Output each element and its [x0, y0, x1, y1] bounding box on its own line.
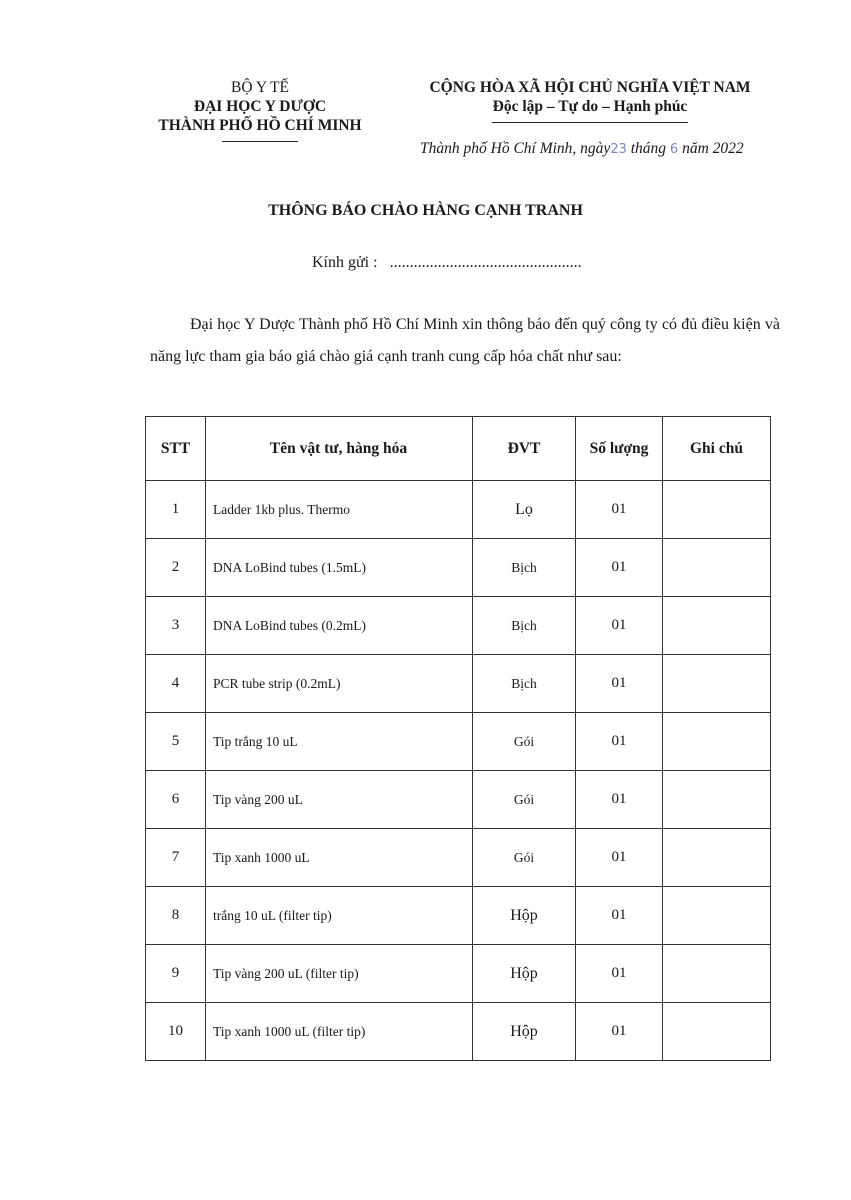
- items-table: [145, 416, 771, 1061]
- row-unit: Bịch: [473, 655, 576, 713]
- row-unit: Bịch: [473, 597, 576, 655]
- body-paragraph: Đại học Y Dược Thành phố Hồ Chí Minh xin thông báo đến quý công ty có đủ điều kiện và năng lực tham gia báo giá chào giá cạnh tranh cung cấp hóa chất như sau:: [150, 316, 780, 365]
- handwritten-month: 6: [669, 142, 679, 157]
- row-note: [663, 887, 771, 945]
- table-row: [146, 829, 771, 887]
- table-row: [146, 1003, 771, 1061]
- row-item-name: trắng 10 uL (filter tip): [206, 887, 473, 945]
- header-quantity: Số lượng: [576, 417, 663, 481]
- row-quantity: 01: [576, 597, 663, 655]
- ministry-name: BỘ Y TẾ: [231, 79, 289, 96]
- issuer-underline: [222, 141, 298, 142]
- country-name: CỘNG HÒA XÃ HỘI CHỦ NGHĨA VIỆT NAM: [429, 79, 751, 96]
- row-unit: Gói: [473, 829, 576, 887]
- row-note: [663, 1003, 771, 1061]
- row-stt: 2: [146, 539, 206, 597]
- place-date-line: [420, 140, 800, 158]
- recipient-blank: ................................................: [389, 254, 582, 271]
- recipient-line: [312, 254, 582, 272]
- place-date-prefix: Thành phố Hồ Chí Minh, ngày: [420, 140, 611, 157]
- row-item-name: Tip xanh 1000 uL: [206, 829, 473, 887]
- table-row: [146, 655, 771, 713]
- row-item-name: Tip xanh 1000 uL (filter tip): [206, 1003, 473, 1061]
- row-unit: Hộp: [473, 945, 576, 1003]
- row-quantity: 01: [576, 1003, 663, 1061]
- row-quantity: 01: [576, 655, 663, 713]
- row-quantity: 01: [576, 945, 663, 1003]
- motto-underline: [492, 122, 688, 123]
- row-note: [663, 481, 771, 539]
- issuer-header: [140, 78, 380, 142]
- row-stt: 6: [146, 771, 206, 829]
- row-unit: Gói: [473, 771, 576, 829]
- national-header: [398, 78, 782, 123]
- recipient-label: Kính gửi :: [312, 254, 378, 271]
- header-item-name: Tên vật tư, hàng hóa: [206, 417, 473, 481]
- table-row: [146, 539, 771, 597]
- year-label: năm 2022: [682, 140, 744, 157]
- row-note: [663, 771, 771, 829]
- header-stt: STT: [146, 417, 206, 481]
- row-note: [663, 539, 771, 597]
- table-row: [146, 887, 771, 945]
- row-stt: 10: [146, 1003, 206, 1061]
- table-row: [146, 481, 771, 539]
- row-item-name: Tip trắng 10 uL: [206, 713, 473, 771]
- row-item-name: DNA LoBind tubes (1.5mL): [206, 539, 473, 597]
- row-item-name: DNA LoBind tubes (0.2mL): [206, 597, 473, 655]
- national-motto: Độc lập – Tự do – Hạnh phúc: [492, 98, 688, 115]
- row-item-name: Tip vàng 200 uL: [206, 771, 473, 829]
- row-stt: 8: [146, 887, 206, 945]
- university-city: THÀNH PHỐ HỒ CHÍ MINH: [158, 117, 362, 134]
- row-note: [663, 655, 771, 713]
- document-title: THÔNG BÁO CHÀO HÀNG CẠNH TRANH: [268, 202, 583, 219]
- header-note: Ghi chú: [663, 417, 771, 481]
- row-stt: 1: [146, 481, 206, 539]
- row-note: [663, 597, 771, 655]
- row-note: [663, 713, 771, 771]
- table-header-row: [146, 417, 771, 481]
- row-unit: Lọ: [473, 481, 576, 539]
- month-label: tháng: [630, 140, 667, 157]
- row-quantity: 01: [576, 539, 663, 597]
- row-unit: Gói: [473, 713, 576, 771]
- row-quantity: 01: [576, 713, 663, 771]
- table-row: [146, 771, 771, 829]
- row-unit: Hộp: [473, 887, 576, 945]
- row-stt: 3: [146, 597, 206, 655]
- university-name: ĐẠI HỌC Y DƯỢC: [193, 98, 327, 115]
- row-item-name: Ladder 1kb plus. Thermo: [206, 481, 473, 539]
- row-unit: Bịch: [473, 539, 576, 597]
- row-stt: 4: [146, 655, 206, 713]
- row-stt: 5: [146, 713, 206, 771]
- row-item-name: Tip vàng 200 uL (filter tip): [206, 945, 473, 1003]
- row-note: [663, 829, 771, 887]
- header-unit: ĐVT: [473, 417, 576, 481]
- row-item-name: PCR tube strip (0.2mL): [206, 655, 473, 713]
- row-quantity: 01: [576, 481, 663, 539]
- row-quantity: 01: [576, 887, 663, 945]
- row-stt: 9: [146, 945, 206, 1003]
- table-row: [146, 713, 771, 771]
- row-quantity: 01: [576, 771, 663, 829]
- row-unit: Hộp: [473, 1003, 576, 1061]
- table-row: [146, 597, 771, 655]
- row-stt: 7: [146, 829, 206, 887]
- row-quantity: 01: [576, 829, 663, 887]
- handwritten-day: 23: [610, 142, 627, 157]
- table-row: [146, 945, 771, 1003]
- row-note: [663, 945, 771, 1003]
